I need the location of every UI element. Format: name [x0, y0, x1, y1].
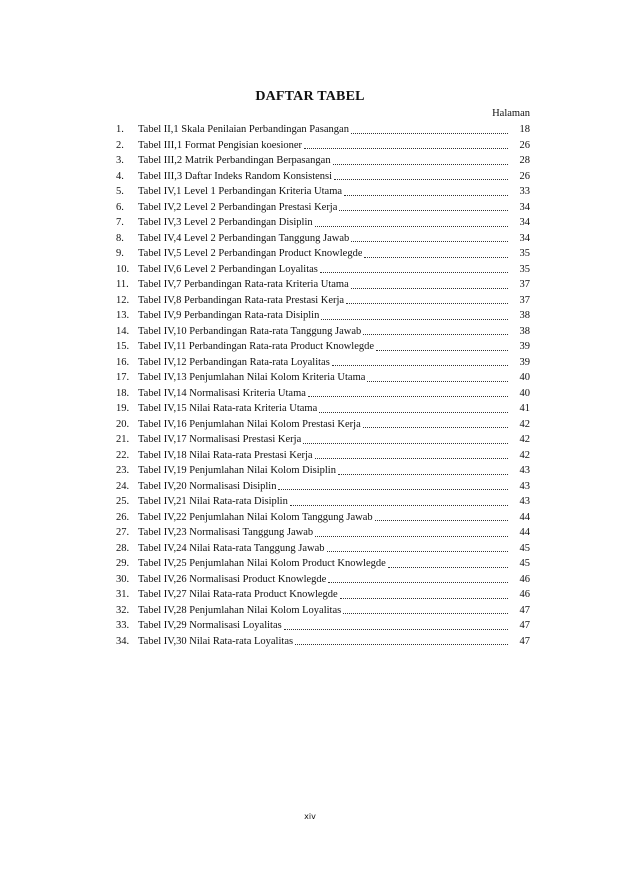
toc-entry-label: Tabel IV,15 Nilai Rata-rata Kriteria Utama [138, 403, 318, 414]
toc-entry[interactable] [116, 634, 530, 650]
toc-entry-label: Tabel IV,1 Level 1 Perbandingan Kriteria Utama [138, 186, 343, 197]
toc-entry-number: 1. [116, 124, 124, 135]
toc-entry-page: 42 [519, 418, 530, 430]
toc-entry[interactable] [116, 386, 530, 402]
toc-entry[interactable] [116, 603, 530, 619]
dot-leader [308, 395, 508, 397]
toc-entry[interactable] [116, 587, 530, 603]
table-of-tables-list [116, 122, 530, 649]
toc-entry-label: Tabel IV,16 Penjumlahan Nilai Kolom Prestasi Kerja [138, 418, 361, 430]
toc-entry-label: Tabel II,1 Skala Penilaian Perbandingan Pasangan [138, 124, 349, 135]
toc-entry-page: 41 [519, 403, 530, 414]
toc-entry-page: 47 [519, 635, 530, 647]
toc-entry-page: 39 [519, 356, 530, 368]
toc-entry-label: Tabel IV,2 Level 2 Perbandingan Prestasi Kerja [138, 201, 338, 213]
toc-entry-page: 44 [519, 527, 530, 538]
toc-entry[interactable] [116, 541, 530, 557]
toc-entry-label: Tabel IV,19 Penjumlahan Nilai Kolom Disiplin [138, 465, 336, 476]
toc-entry[interactable] [116, 184, 530, 200]
toc-entry[interactable] [116, 324, 530, 340]
toc-entry-number: 5. [116, 186, 124, 197]
toc-entry-page: 45 [519, 558, 530, 569]
dot-leader [303, 442, 508, 444]
toc-entry-page: 43 [519, 465, 530, 476]
dot-leader [320, 271, 508, 273]
dot-leader [344, 194, 508, 196]
dot-leader [315, 535, 508, 537]
toc-entry-number: 13. [116, 310, 130, 321]
toc-entry-page: 35 [519, 263, 530, 275]
toc-entry-number: 34. [116, 635, 130, 647]
toc-entry-label: Tabel IV,28 Penjumlahan Nilai Kolom Loyalitas [138, 604, 342, 616]
toc-entry-label: Tabel IV,14 Normalisasi Kriteria Utama [138, 387, 306, 399]
toc-entry[interactable] [116, 494, 530, 510]
toc-entry-number: 17. [116, 372, 130, 383]
toc-entry-page: 44 [519, 511, 530, 523]
toc-entry-label: Tabel IV,23 Normalisasi Tanggung Jawab [138, 527, 314, 538]
toc-entry-page: 38 [519, 325, 530, 337]
toc-entry-number: 16. [116, 356, 130, 368]
toc-entry[interactable] [116, 525, 530, 541]
toc-entry[interactable] [116, 169, 530, 185]
dot-leader [284, 628, 508, 630]
toc-entry[interactable] [116, 339, 530, 355]
dot-leader [332, 364, 508, 366]
toc-entry-page: 47 [519, 604, 530, 616]
toc-entry-label: Tabel IV,13 Penjumlahan Nilai Kolom Kriteria Utama [138, 372, 366, 383]
toc-entry-label: Tabel IV,7 Perbandingan Rata-rata Kriteria Utama [138, 279, 349, 290]
toc-entry-page: 34 [519, 201, 530, 213]
toc-entry[interactable] [116, 417, 530, 433]
dot-leader [290, 504, 508, 506]
dot-leader [327, 550, 508, 552]
toc-entry-number: 20. [116, 418, 130, 430]
toc-entry[interactable] [116, 556, 530, 572]
dot-leader [278, 488, 508, 490]
toc-entry-page: 37 [519, 279, 530, 290]
toc-entry-number: 26. [116, 511, 130, 523]
dot-leader [315, 225, 508, 227]
toc-entry-label: Tabel IV,30 Nilai Rata-rata Loyalitas [138, 635, 294, 647]
toc-entry-number: 33. [116, 620, 130, 631]
toc-entry-number: 10. [116, 263, 130, 275]
toc-entry-number: 18. [116, 387, 130, 399]
toc-entry-number: 6. [116, 201, 124, 213]
toc-entry-number: 25. [116, 496, 130, 507]
toc-entry-page: 40 [519, 372, 530, 383]
toc-entry-label: Tabel IV,10 Perbandingan Rata-rata Tanggung Jawab [138, 325, 362, 337]
toc-entry-label: Tabel IV,12 Perbandingan Rata-rata Loyalitas [138, 356, 330, 368]
dot-leader [351, 287, 508, 289]
toc-entry-number: 31. [116, 589, 130, 600]
dot-leader [367, 380, 508, 382]
dot-leader [363, 333, 508, 335]
dot-leader [333, 163, 508, 165]
dot-leader [376, 349, 508, 351]
toc-entry-page: 43 [519, 480, 530, 492]
toc-entry[interactable] [116, 231, 530, 247]
toc-entry-label: Tabel III,1 Format Pengisian koesioner [138, 139, 303, 151]
toc-entry-label: Tabel III,3 Daftar Indeks Random Konsistensi [138, 170, 333, 182]
toc-entry[interactable] [116, 572, 530, 588]
toc-entry-number: 15. [116, 341, 130, 352]
toc-entry-page: 46 [519, 573, 530, 585]
toc-entry-number: 12. [116, 294, 130, 306]
toc-entry-label: Tabel IV,17 Normalisasi Prestasi Kerja [138, 434, 302, 445]
dot-leader [364, 256, 508, 258]
dot-leader [304, 147, 508, 149]
dot-leader [351, 132, 508, 134]
toc-entry-number: 29. [116, 558, 130, 569]
toc-entry[interactable] [116, 138, 530, 154]
dot-leader [334, 178, 508, 180]
toc-entry-label: Tabel IV,3 Level 2 Perbandingan Disiplin [138, 217, 313, 228]
toc-entry[interactable] [116, 618, 530, 634]
halaman-label: Halaman [492, 108, 530, 119]
toc-entry[interactable] [116, 510, 530, 526]
toc-entry-number: 8. [116, 232, 124, 244]
toc-entry[interactable] [116, 262, 530, 278]
toc-entry-page: 28 [519, 155, 530, 166]
toc-entry[interactable] [116, 293, 530, 309]
toc-entry[interactable] [116, 277, 530, 293]
toc-entry[interactable] [116, 153, 530, 169]
toc-entry-label: Tabel IV,25 Penjumlahan Nilai Kolom Product Knowlegde [138, 558, 386, 569]
toc-entry-page: 26 [519, 170, 530, 182]
dot-leader [388, 566, 508, 568]
toc-entry-page: 42 [519, 449, 530, 461]
toc-entry-page: 40 [519, 387, 530, 399]
toc-entry[interactable] [116, 200, 530, 216]
toc-entry[interactable] [116, 401, 530, 417]
toc-entry[interactable] [116, 355, 530, 371]
toc-entry[interactable] [116, 463, 530, 479]
toc-entry-number: 7. [116, 217, 124, 228]
toc-entry-label: Tabel IV,11 Perbandingan Rata-rata Product Knowlegde [138, 341, 375, 352]
toc-entry[interactable] [116, 246, 530, 262]
toc-entry-label: Tabel IV,22 Penjumlahan Nilai Kolom Tanggung Jawab [138, 511, 373, 523]
toc-entry[interactable] [116, 432, 530, 448]
toc-entry-label: Tabel IV,20 Normalisasi Disiplin [138, 480, 277, 492]
dot-leader [338, 473, 508, 475]
toc-entry-number: 19. [116, 403, 130, 414]
dot-leader [321, 318, 508, 320]
toc-entry-label: Tabel III,2 Matrik Perbandingan Berpasangan [138, 155, 331, 166]
dot-leader [339, 209, 508, 211]
toc-entry-page: 38 [519, 310, 530, 321]
toc-entry-number: 22. [116, 449, 130, 461]
toc-entry-page: 42 [519, 434, 530, 445]
dot-leader [346, 302, 508, 304]
dot-leader [375, 519, 508, 521]
toc-entry-number: 4. [116, 170, 124, 182]
toc-entry-number: 27. [116, 527, 130, 538]
toc-entry[interactable] [116, 308, 530, 324]
toc-entry-label: Tabel IV,21 Nilai Rata-rata Disiplin [138, 496, 288, 507]
toc-entry-label: Tabel IV,27 Nilai Rata-rata Product Knowlegde [138, 589, 338, 600]
toc-entry-label: Tabel IV,29 Normalisasi Loyalitas [138, 620, 282, 631]
toc-entry-page: 39 [519, 341, 530, 352]
toc-entry-label: Tabel IV,4 Level 2 Perbandingan Tanggung Jawab [138, 232, 350, 244]
footer-page-number: xiv [304, 812, 316, 821]
dot-leader [328, 581, 508, 583]
toc-entry-page: 37 [519, 294, 530, 306]
dot-leader [340, 597, 508, 599]
page-title: DAFTAR TABEL [255, 89, 365, 104]
toc-entry-number: 21. [116, 434, 130, 445]
dot-leader [315, 457, 508, 459]
toc-entry-number: 28. [116, 542, 130, 554]
toc-entry[interactable] [116, 215, 530, 231]
dot-leader [343, 612, 508, 614]
toc-entry-page: 35 [519, 248, 530, 259]
toc-entry-number: 24. [116, 480, 130, 492]
toc-entry-page: 47 [519, 620, 530, 631]
toc-entry-label: Tabel IV,26 Normalisasi Product Knowlegde [138, 573, 327, 585]
toc-entry-page: 34 [519, 232, 530, 244]
toc-entry-label: Tabel IV,8 Perbandingan Rata-rata Prestasi Kerja [138, 294, 345, 306]
dot-leader [363, 426, 508, 428]
toc-entry-number: 2. [116, 139, 124, 151]
toc-entry[interactable] [116, 479, 530, 495]
dot-leader [295, 643, 508, 645]
toc-entry-number: 32. [116, 604, 130, 616]
dot-leader [351, 240, 508, 242]
toc-entry-page: 43 [519, 496, 530, 507]
toc-entry[interactable] [116, 448, 530, 464]
toc-entry-page: 34 [519, 217, 530, 228]
toc-entry-page: 46 [519, 589, 530, 600]
toc-entry-number: 23. [116, 465, 130, 476]
toc-entry-page: 18 [519, 124, 530, 135]
toc-entry-page: 33 [519, 186, 530, 197]
toc-entry-number: 3. [116, 155, 124, 166]
dot-leader [319, 411, 508, 413]
toc-entry-number: 30. [116, 573, 130, 585]
toc-entry-label: Tabel IV,24 Nilai Rata-rata Tanggung Jawab [138, 542, 325, 554]
toc-entry[interactable] [116, 122, 530, 138]
toc-entry-label: Tabel IV,6 Level 2 Perbandingan Loyalitas [138, 263, 318, 275]
toc-entry-page: 26 [519, 139, 530, 151]
toc-entry-page: 45 [519, 542, 530, 554]
toc-entry-label: Tabel IV,5 Level 2 Perbandingan Product Knowlegde [138, 248, 363, 259]
toc-entry[interactable] [116, 370, 530, 386]
toc-entry-number: 9. [116, 248, 124, 259]
toc-entry-label: Tabel IV,9 Perbandingan Rata-rata Disiplin [138, 310, 320, 321]
toc-entry-number: 14. [116, 325, 130, 337]
toc-entry-number: 11. [116, 279, 129, 290]
toc-entry-label: Tabel IV,18 Nilai Rata-rata Prestasi Kerja [138, 449, 313, 461]
